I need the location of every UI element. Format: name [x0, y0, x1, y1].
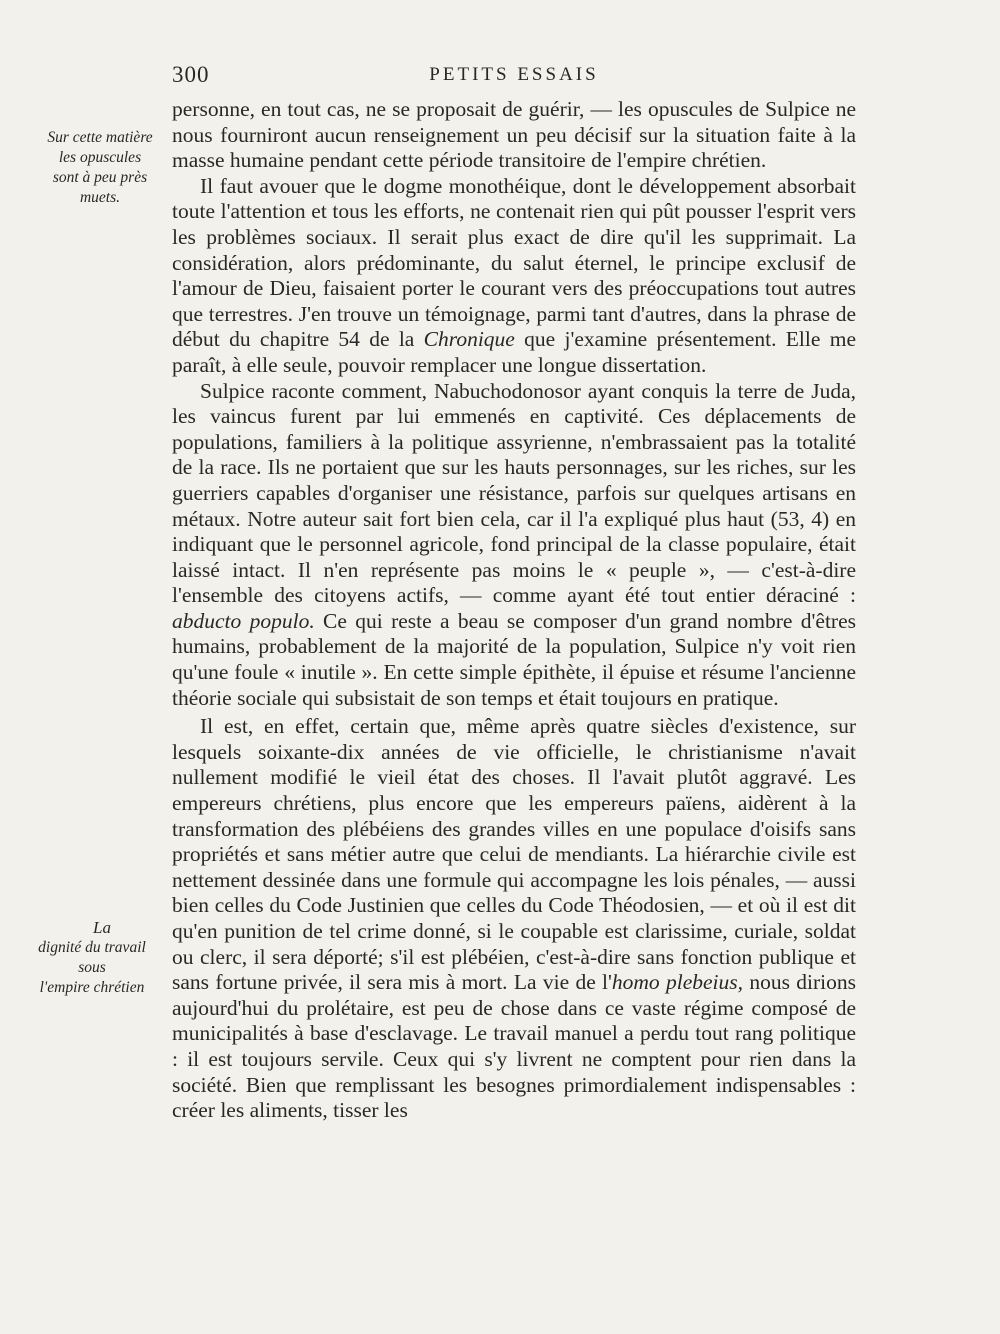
- margin-note-2: [12, 918, 172, 998]
- margin-note-line: La: [93, 918, 111, 937]
- text-run: que j'examine présentement. Elle me paraît, à elle seule, pouvoir remplacer une longue dissertation.: [172, 327, 856, 377]
- margin-note-line: Sur cette matière: [47, 129, 153, 146]
- page-header: [172, 62, 856, 92]
- paragraph-2: [172, 174, 856, 379]
- paragraph-4: [172, 714, 856, 1124]
- italic-phrase: abducto populo.: [172, 608, 315, 633]
- margin-note-1: [20, 128, 180, 208]
- italic-title: Chronique: [423, 327, 515, 352]
- body-text: [172, 97, 856, 1124]
- text-run: nous dirions aujourd'hui du prolétaire, est peu de chose dans ce vaste régime composé de municipalités à base d'esclavage. Le travail manuel a perdu tout rang politique : il est toujours servile. Ceux qui s'y livrent ne comptent pour rien dans la société. Bien que remplissant les besognes primordialement indispensables : créer les aliments, tisser les: [172, 970, 857, 1123]
- margin-note-line: les opuscules: [58, 149, 142, 166]
- margin-note-line: sous: [78, 959, 106, 976]
- margin-note-line: sont à peu près: [52, 169, 148, 186]
- running-title: PETITS ESSAIS: [429, 64, 599, 85]
- text-run: Il est, en effet, certain que, même après quatre siècles d'existence, sur lesquels soixante-dix années de vie officielle, le christianisme n'avait nullement modifié le vieil état des choses. Il l'avait plutôt aggravé. Les empereurs chrétiens, plus encore que les empereurs païens, aidèrent à la transformation des plébéiens des grandes villes en une populace d'oisifs sans propriétés et sans métier autre que celui de mendiants. La hiérarchie civile est nettement dessinée dans une formule qui accompagne les lois pénales, — aussi bien celles du Code Justinien que celles du Code Théodosien, — et où il est dit qu'en punition de tel crime donné, si le coupable est clarissime, curiale, soldat ou clerc, il sera déporté; s'il est plébéien, c'est-à-dire sans fonction publique et sans fortune privée, il sera mis à mort. La vie de l': [172, 714, 856, 995]
- text-run: Ce qui reste a beau se composer d'un grand nombre d'êtres humains, probablement de la majorité de la population, Sulpice n'y voit rien qu'une foule « inutile ». En cette simple épithète, il épuise et résume l'ancienne théorie sociale qui subsistait de son temps et était toujours en pratique.: [172, 608, 856, 710]
- italic-phrase: homo plebeius,: [611, 970, 744, 995]
- margin-note-line: muets.: [79, 189, 121, 206]
- margin-note-line: l'empire chrétien: [39, 979, 145, 996]
- paragraph-1: personne, en tout cas, ne se proposait de guérir, — les opuscules de Sulpice ne nous fourniront aucun renseignement un peu décisif sur la situation faite à la masse humaine pendant cette période transitoire de l'empire chrétien.: [172, 97, 856, 173]
- text-run: Il faut avouer que le dogme monothéique, dont le développement absorbait toute l'attention et tous les efforts, ne contenait rien qui pût pousser l'esprit vers les problèmes sociaux. Il serait plus exact de dire qu'il les supprimait. La considération, alors prédominante, du salut éternel, le principe exclusif de l'amour de Dieu, faisaient porter le courant vers des préoccupations tout autres que terrestres. J'en trouve un témoignage, parmi tant d'autres, dans la phrase de début du chapitre 54 de la: [172, 173, 856, 352]
- paragraph-3: [172, 379, 856, 712]
- text-run: Sulpice raconte comment, Nabuchodonosor ayant conquis la terre de Juda, les vaincus furent par lui emmenés en captivité. Ces déplacements de populations, familiers à la politique assyrienne, n'embrassaient pas la totalité de la race. Ils ne portaient que sur les hauts personnages, sur les riches, sur les guerriers capables d'organiser une résistance, parfois sur quelques artisans en métaux. Notre auteur sait fort bien cela, car il l'a expliqué plus haut (53, 4) en indiquant que le personnel agricole, fond principal de la classe populaire, était laissé intact. Il n'en représente pas moins le « peuple », — c'est-à-dire l'ensemble des citoyens actifs, — comme ayant été tout entier déraciné :: [172, 378, 856, 608]
- margin-note-line: dignité du travail: [38, 939, 146, 956]
- page-number: 300: [172, 62, 210, 87]
